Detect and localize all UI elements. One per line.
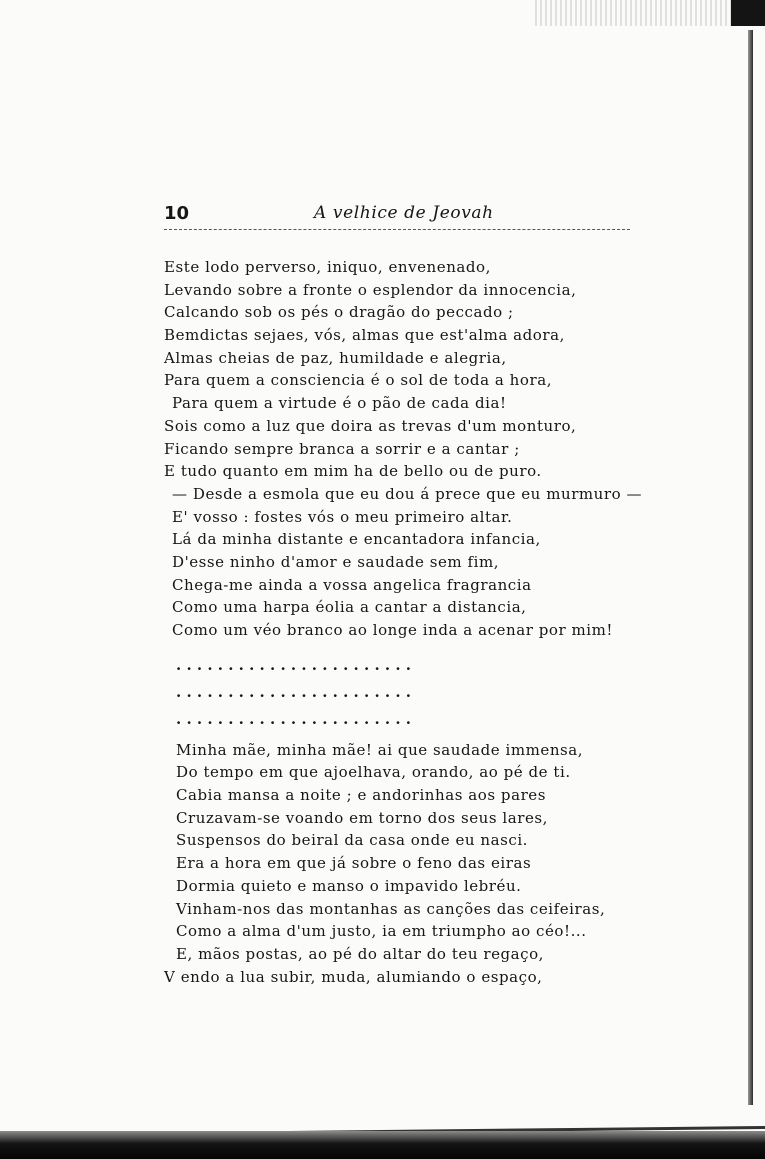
page-header: [164, 200, 630, 230]
poem-body: [164, 256, 654, 988]
verse-line: Suspensos do beiral da casa onde eu nasci.: [176, 831, 529, 850]
verse-line: V endo a lua subir, muda, alumiando o espaço,: [164, 967, 543, 986]
verse-line: Ficando sempre branca a sorrir e a cantar ;: [164, 439, 520, 458]
dotted-separator: [164, 654, 654, 735]
verse-line: E, mãos postas, ao pé do altar do teu regaço,: [176, 944, 544, 963]
dot-row: . . . . . . . . . . . . . . . . . . . . . . .: [176, 709, 411, 728]
verse-line: Lá da minha distante e encantadora infancia,: [172, 530, 541, 549]
verse-line: Cabia mansa a noite ; e andorinhas aos pares: [176, 786, 546, 805]
verse-line: Como uma harpa éolia a cantar a distancia,: [172, 598, 527, 617]
page-number: 10: [164, 203, 190, 224]
dot-row: . . . . . . . . . . . . . . . . . . . . . . .: [176, 682, 411, 701]
scan-corner-shadow: [731, 0, 765, 26]
verse-line: Este lodo perverso, iniquo, envenenado,: [164, 258, 491, 276]
running-title: A velhice de Jeovah: [314, 203, 494, 223]
verse-line: Sois como a luz que doira as trevas d'um monturo,: [164, 416, 577, 435]
verse-line: Minha mãe, minha mãe! ai que saudade immensa,: [176, 740, 584, 759]
verse-line: — Desde a esmola que eu dou á prece que eu murmuro —: [172, 484, 643, 503]
stanza-2: [164, 739, 654, 989]
dot-row: . . . . . . . . . . . . . . . . . . . . . . .: [176, 655, 411, 674]
verse-line: Para quem a virtude é o pão de cada dia!: [172, 394, 507, 413]
header-rule: [164, 229, 630, 230]
verse-line: Era a hora em que já sobre o feno das eiras: [176, 854, 532, 873]
verse-line: Como um véo branco ao longe inda a acenar por mim!: [172, 621, 613, 639]
verse-line: Chega-me ainda a vossa angelica fragrancia: [172, 575, 532, 594]
verse-line: Dormia quieto e manso o impavido lebréu.: [176, 876, 522, 895]
verse-line: Cruzavam-se voando em torno dos seus lares,: [176, 808, 548, 827]
verse-line: Bemdictas sejaes, vós, almas que est'alma adora,: [164, 326, 565, 345]
verse-line: E tudo quanto em mim ha de bello ou de puro.: [164, 462, 542, 481]
verse-line: Calcando sob os pés o dragão do peccado ;: [164, 303, 514, 322]
verse-line: Almas cheias de paz, humildade e alegria,: [164, 348, 507, 367]
verse-line: Vinham-nos das montanhas as canções das ceifeiras,: [176, 899, 606, 918]
verse-line: Do tempo em que ajoelhava, orando, ao pé de ti.: [176, 763, 571, 782]
stanza-1: [164, 256, 654, 642]
page-edge-right: [748, 30, 753, 1105]
verse-line: D'esse ninho d'amor e saudade sem fim,: [172, 552, 500, 571]
verse-line: Como a alma d'um justo, ia em triumpho ao céo!...: [176, 922, 587, 941]
verse-line: E' vosso : fostes vós o meu primeiro altar.: [172, 507, 513, 526]
verse-line: Levando sobre a fronte o esplendor da innocencia,: [164, 280, 577, 299]
verse-line: Para quem a consciencia é o sol de toda a hora,: [164, 371, 553, 390]
scan-bottom-shadow: [0, 1131, 765, 1159]
